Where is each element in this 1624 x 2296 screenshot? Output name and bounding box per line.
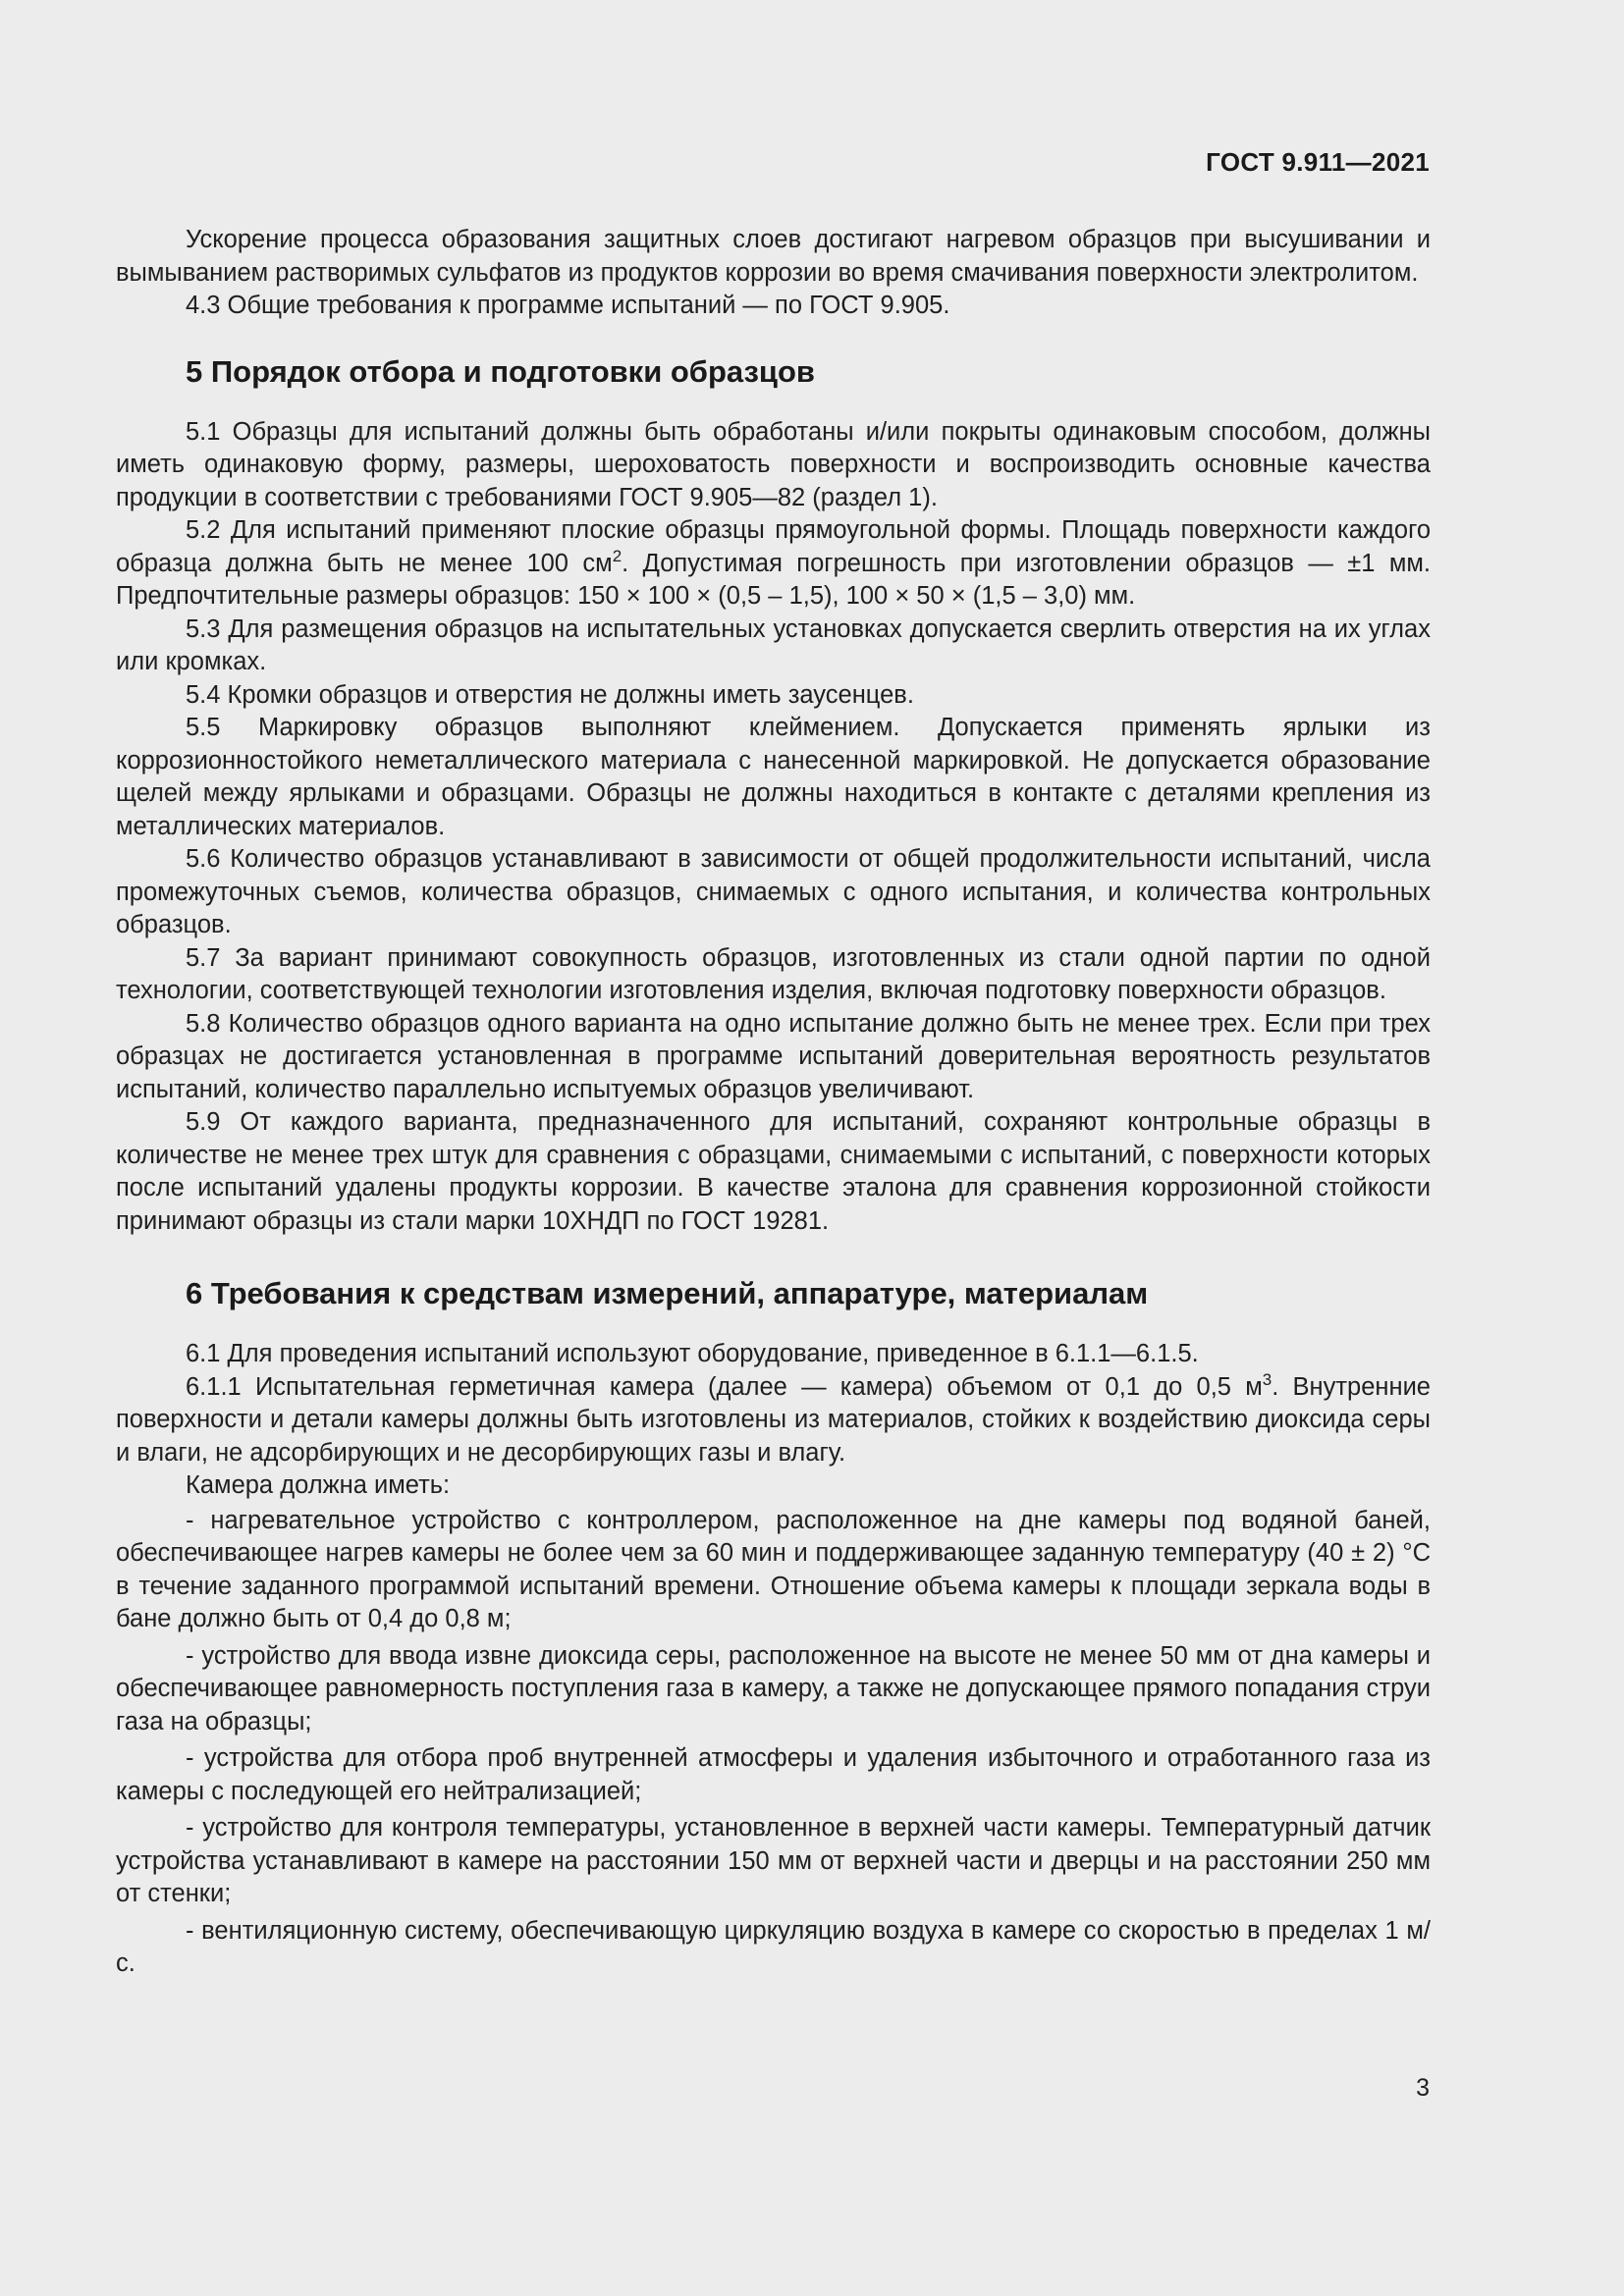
clause-5-6: 5.6 Количество образцов устанавливают в зависимости от общей продолжительности испытаний, числа промежуточных съемов, количества образцов, снимаемых с одного испытания, и количества контрольных образцов. bbox=[116, 845, 1431, 938]
clause-5-2-text-b: . Допустимая погрешность при изготовлении образцов — ±1 мм. Предпочтительные размеры образцов: 150 × 100 × (0,5 – 1,5), 100 × 50 × (1,5 – 3,0) мм. bbox=[116, 549, 1432, 610]
clause-5-7: 5.7 За вариант принимают совокупность образцов, изготовленных из стали одной партии по одной технологии, соответствующей технологии изготовления изделия, включая подготовку поверхности образцов. bbox=[116, 943, 1431, 1004]
intro-paragraph: Ускорение процесса образования защитных слоев достигают нагревом образцов при высушивании и вымыванием растворимых сульфатов из продуктов коррозии во время смачивания поверхности электролитом. bbox=[116, 226, 1431, 287]
clause-6-1-1 bbox=[116, 1371, 1431, 1470]
clause-5-4: 5.4 Кромки образцов и отверстия не должны иметь заусенцев. bbox=[186, 680, 914, 709]
clause-5-1: 5.1 Образцы для испытаний должны быть обработаны и/или покрыты одинаковым способом, должны иметь одинаковую форму, размеры, шероховатость поверхности и воспроизводить основные качества продукции в соответствии с требованиями ГОСТ 9.905—82 (раздел 1). bbox=[116, 417, 1431, 511]
clause-6-1-1-text-a: 6.1.1 Испытательная герметичная камера (далее — камера) объемом от 0,1 до 0,5 м bbox=[186, 1372, 1263, 1401]
section-6-title: 6 Требования к средствам измерений, аппаратуре, материалам bbox=[186, 1276, 1149, 1310]
clause-6-1-1-text-b: . Внутренние поверхности и детали камеры должны быть изготовлены из материалов, стойких к воздействию диоксида серы и влаги, не адсорбирующих и не десорбирующих газы и влагу. bbox=[116, 1372, 1431, 1467]
clause-6-1: 6.1 Для проведения испытаний используют оборудование, приведенное в 6.1.1—6.1.5. bbox=[186, 1340, 1199, 1367]
clause-4-3: 4.3 Общие требования к программе испытаний — по ГОСТ 9.905. bbox=[186, 292, 950, 319]
clause-6-1-1-superscript: 3 bbox=[1262, 1369, 1272, 1389]
section-5-title: 5 Порядок отбора и подготовки образцов bbox=[186, 353, 815, 389]
document-body bbox=[116, 224, 1431, 1985]
list-item: - устройство для контроля температуры, установленное в верхней части камеры. Температурный датчик устройства устанавливают в камере на расстоянии 150 мм от верхней части и дверцы и на расстоянии 250 мм от стенки; bbox=[116, 1814, 1431, 1907]
clause-5-2 bbox=[116, 514, 1431, 614]
document-code-header: ГОСТ 9.911—2021 bbox=[1206, 147, 1430, 177]
clause-5-3: 5.3 Для размещения образцов на испытательных установках допускается сверлить отверстия на их углах или кромках. bbox=[116, 614, 1431, 675]
list-item: - устройство для ввода извне диоксида серы, расположенное на высоте не менее 50 мм от дна камеры и обеспечивающее равномерность поступления газа в камеру, а также не допускающее прямого попадания струи газа на образцы; bbox=[116, 1641, 1431, 1735]
clause-5-8: 5.8 Количество образцов одного варианта на одно испытание должно быть не менее трех. Если при трех образцах не достигается установленная в программе испытаний доверительная вероятность результатов испытаний, количество параллельно испытуемых образцов увеличивают. bbox=[116, 1009, 1431, 1103]
list-item: - устройства для отбора проб внутренней атмосферы и удаления избыточного и отработанного газа из камеры с последующей его нейтрализацией; bbox=[116, 1744, 1431, 1805]
list-item: - вентиляционную систему, обеспечивающую циркуляцию воздуха в камере со скоростью в пределах 1 м/с. bbox=[116, 1916, 1431, 1977]
clause-5-2-superscript: 2 bbox=[612, 546, 623, 565]
clause-5-5: 5.5 Маркировку образцов выполняют клеймением. Допускается применять ярлыки из коррозионностойкого неметаллического материала с нанесенной маркировкой. Не допускается образование щелей между ярлыками и образцами. Образцы не должны находиться в контакте с деталями крепления из металлических материалов. bbox=[116, 714, 1431, 840]
list-item: - нагревательное устройство с контроллером, расположенное на дне камеры под водяной баней, обеспечивающее нагрев камеры не более чем за 60 мин и поддерживающее заданную температуру (40 ± 2) °С в течение заданного программой испытаний времени. Отношение объема камеры к площади зеркала воды в бане должно быть от 0,4 до 0,8 м; bbox=[116, 1506, 1431, 1632]
camera-requirements-intro: Камера должна иметь: bbox=[186, 1471, 451, 1499]
clause-5-2-text-a: 5.2 Для испытаний применяют плоские образцы прямоугольной формы. Площадь поверхности каждого образца должна быть не менее 100 см bbox=[116, 516, 1431, 577]
page-number: 3 bbox=[1416, 2074, 1430, 2102]
clause-5-9: 5.9 От каждого варианта, предназначенного для испытаний, сохраняют контрольные образцы в количестве не менее трех штук для сравнения с образцами, снимаемыми с испытаний, с поверхности которых после испытаний удалены продукты коррозии. В качестве эталона для сравнения коррозионной стойкости принимают образцы из стали марки 10ХНДП по ГОСТ 19281. bbox=[116, 1108, 1431, 1235]
